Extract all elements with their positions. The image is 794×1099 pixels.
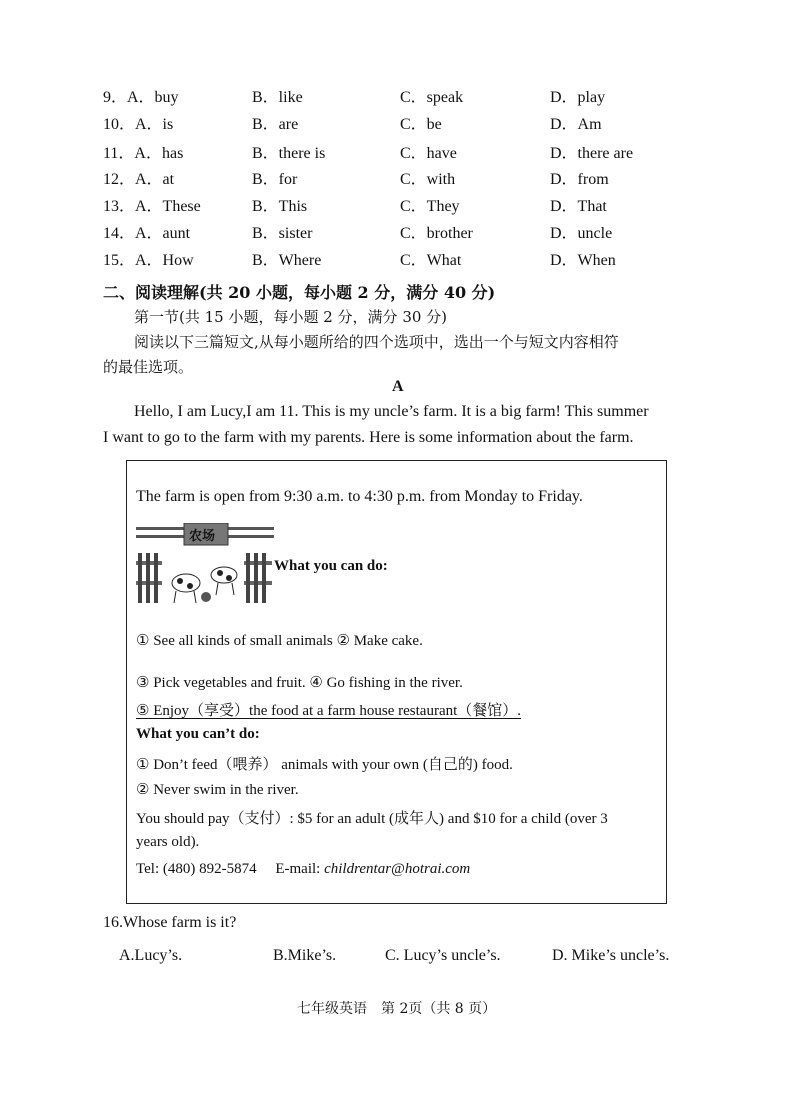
option-b: B．are [252, 116, 299, 133]
question-16-option-a: A.Lucy’s. [119, 947, 183, 964]
option-a: 11．A．has [103, 145, 184, 162]
email: childrentar@hotrai.com [324, 861, 471, 877]
can-do-line-2: ③ Pick vegetables and fruit. ④ Go fishing in the river. [136, 675, 463, 691]
option-b: B．sister [252, 225, 313, 242]
option-a: 13．A．These [103, 198, 201, 215]
option-c: C．They [400, 198, 460, 215]
cant-do-line-2: ② Never swim in the river. [136, 782, 299, 798]
option-c: C．with [400, 171, 456, 188]
can-do-title: What you can do: [274, 558, 388, 574]
option-b: B．there is [252, 145, 326, 162]
option-row-10 [0, 111, 794, 135]
tel: Tel: (480) 892-5874 [136, 861, 257, 877]
farm-sign-illustration [136, 523, 274, 613]
question-16-stem: 16.Whose farm is it? [103, 914, 237, 931]
instructions-line-1: 阅读以下三篇短文,从每小题所给的四个选项中，选出一个与短文内容相符 [134, 333, 619, 351]
option-a: 15．A．How [103, 252, 194, 269]
option-d: D．there are [550, 145, 634, 162]
option-a: 9．A．buy [103, 89, 179, 106]
option-b: B．This [252, 198, 308, 215]
farm-sign-text: 农场 [189, 529, 216, 544]
option-a: 10．A．is [103, 116, 174, 133]
contact-line [136, 861, 470, 878]
option-c: C．have [400, 145, 457, 162]
section-heading: 二、阅读理解(共 20 小题，每小题 2 分，满分 40 分) [103, 283, 496, 302]
question-16-option-c: C. Lucy’s uncle’s. [385, 947, 501, 964]
option-c: C．be [400, 116, 442, 133]
cant-do-line-1: ① Don’t feed（喂养） animals with your own (自己的) food. [136, 757, 513, 773]
farm-info-box [126, 460, 667, 904]
passage-line-1: Hello, I am Lucy,I am 11. This is my uncle’s farm. It is a big farm! This summer [134, 403, 649, 420]
option-d: D．from [550, 171, 609, 188]
option-b: B．for [252, 171, 298, 188]
question-16-option-b: B.Mike’s. [273, 947, 337, 964]
option-b: B．like [252, 89, 303, 106]
option-d: D．uncle [550, 225, 613, 242]
passage-line-2: I want to go to the farm with my parents. Here is some information about the farm. [103, 429, 634, 446]
email-label: E-mail: [275, 861, 321, 877]
option-d: D．Am [550, 116, 602, 133]
option-c: C．brother [400, 225, 473, 242]
option-d: D．play [550, 89, 606, 106]
open-hours: The farm is open from 9:30 a.m. to 4:30 p.m. from Monday to Friday. [136, 488, 583, 505]
option-row-14 [0, 220, 794, 244]
can-do-line-3: ⑤ Enjoy（享受）the food at a farm house restaurant（餐馆）. [136, 703, 522, 719]
option-c: C．What [400, 252, 462, 269]
option-a: 14．A．aunt [103, 225, 191, 242]
page-footer: 七年级英语 第 2页（共 8 页） [297, 1001, 497, 1017]
option-row-12 [0, 166, 794, 190]
instructions-line-2: 的最佳选项。 [103, 358, 194, 376]
pay-line-1: You should pay（支付）: $5 for an adult (成年人) and $10 for a child (over 3 [136, 811, 608, 827]
option-row-11 [0, 140, 794, 164]
question-16-option-d: D. Mike’s uncle’s. [552, 947, 670, 964]
part-heading: 第一节(共 15 小题，每小题 2 分，满分 30 分) [134, 308, 448, 326]
option-row-15 [0, 247, 794, 271]
option-d: D．That [550, 198, 607, 215]
option-row-13 [0, 193, 794, 217]
pay-line-2: years old). [136, 834, 200, 850]
option-a: 12．A．at [103, 171, 175, 188]
option-row-9 [0, 84, 794, 108]
option-b: B．Where [252, 252, 322, 269]
option-c: C．speak [400, 89, 464, 106]
passage-label: A [392, 378, 404, 395]
cant-do-title: What you can’t do: [136, 726, 260, 742]
can-do-line-1: ① See all kinds of small animals ② Make cake. [136, 633, 423, 649]
option-d: D．When [550, 252, 616, 269]
